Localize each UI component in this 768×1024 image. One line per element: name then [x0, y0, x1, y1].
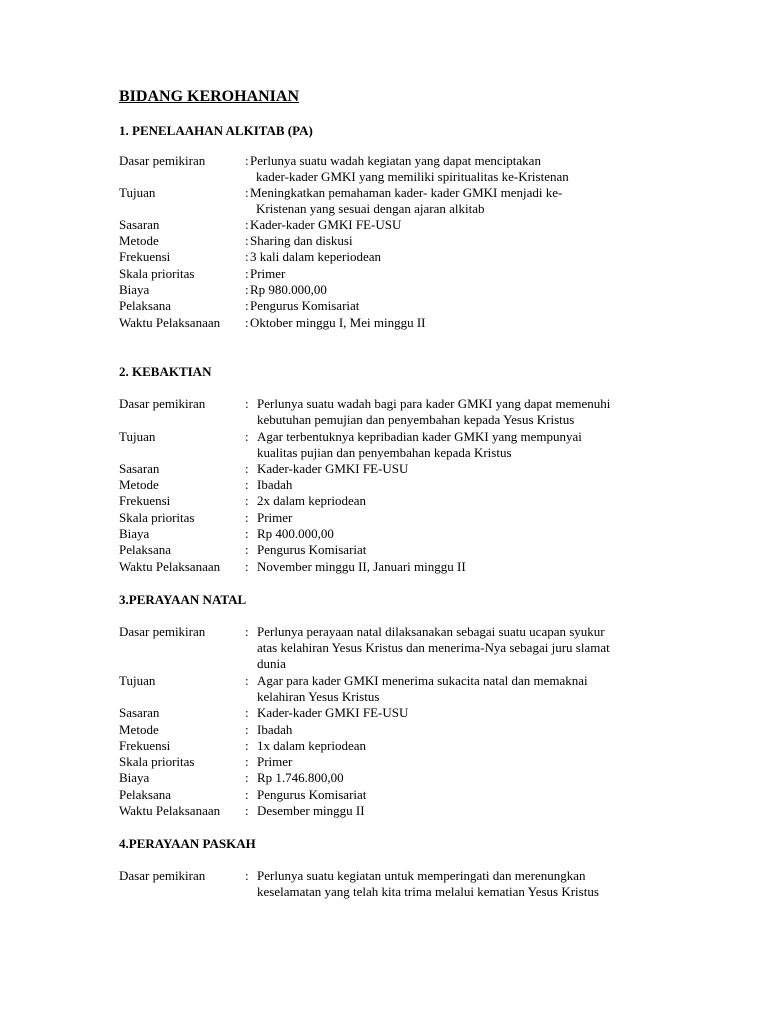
field-value-line: Desember minggu II	[257, 803, 365, 818]
field-value-line: Perlunya perayaan natal dilaksanakan sebagai suatu ucapan syukur	[257, 624, 605, 639]
field-label: Sasaran	[119, 217, 160, 232]
field-label: Frekuensi	[119, 738, 171, 753]
field-separator: :	[245, 624, 249, 639]
field-value	[257, 722, 292, 738]
field-label: Waktu Pelaksanaan	[119, 559, 221, 574]
field-value-line: 2x dalam kepriodean	[257, 493, 367, 508]
field-label: Skala prioritas	[119, 510, 195, 525]
field-value-line: Perlunya suatu wadah bagi para kader GMKI yang dapat memenuhi	[257, 396, 611, 411]
field-label: Waktu Pelaksanaan	[119, 315, 221, 330]
field-value-line: kelahiran Yesus Kristus	[257, 689, 380, 704]
field-separator: :	[245, 493, 249, 508]
field-separator: :	[245, 477, 249, 492]
field-value-line: Pengurus Komisariat	[257, 787, 367, 802]
field-value	[250, 298, 359, 314]
field-label: Sasaran	[119, 705, 160, 720]
field-value	[257, 477, 292, 493]
field-separator: :	[245, 233, 249, 248]
field-label: Dasar pemikiran	[119, 868, 206, 883]
field-value	[257, 429, 582, 461]
field-separator: :	[245, 673, 249, 688]
field-value	[250, 153, 569, 185]
field-label: Tujuan	[119, 429, 156, 444]
field-separator: :	[245, 526, 249, 541]
field-separator: :	[245, 315, 249, 330]
field-label: Biaya	[119, 282, 150, 297]
field-value	[257, 542, 366, 558]
field-label: Metode	[119, 233, 159, 248]
section-heading: 3.PERAYAAN NATAL	[119, 592, 247, 607]
field-separator: :	[245, 722, 249, 737]
field-value-line: 3 kali dalam keperiodean	[250, 249, 382, 264]
document-title: BIDANG KEROHANIAN	[119, 88, 300, 105]
field-separator: :	[245, 868, 249, 883]
field-value-line: Ibadah	[257, 477, 293, 492]
field-value-line: kebutuhan pemujian dan penyembahan kepada Yesus Kristus	[257, 412, 575, 427]
field-separator: :	[245, 217, 249, 232]
field-value	[257, 559, 466, 575]
field-label: Metode	[119, 722, 159, 737]
field-label: Waktu Pelaksanaan	[119, 803, 221, 818]
field-value-line: Kader-kader GMKI FE-USU	[257, 705, 409, 720]
field-value-line: Primer	[257, 754, 293, 769]
field-value	[257, 526, 334, 542]
field-value-line: dunia	[257, 656, 286, 671]
field-value	[257, 510, 292, 526]
field-value-line: Ibadah	[257, 722, 293, 737]
field-label: Pelaksana	[119, 787, 171, 802]
field-value	[257, 461, 408, 477]
field-value	[250, 315, 425, 331]
field-label: Tujuan	[119, 185, 156, 200]
field-separator: :	[245, 461, 249, 476]
field-label: Skala prioritas	[119, 754, 195, 769]
field-value	[250, 282, 327, 298]
field-label: Pelaksana	[119, 298, 171, 313]
field-value-line: 1x dalam kepriodean	[257, 738, 367, 753]
field-value	[257, 754, 292, 770]
field-value-line: Pengurus Komisariat	[257, 542, 367, 557]
field-value	[250, 185, 562, 217]
field-value-line: Kristenan yang sesuai dengan ajaran alkitab	[256, 201, 485, 216]
field-label: Metode	[119, 477, 159, 492]
field-value	[257, 705, 408, 721]
field-label: Pelaksana	[119, 542, 171, 557]
field-value-line: Perlunya suatu kegiatan untuk memperingati dan merenungkan	[257, 868, 586, 883]
field-separator: :	[245, 705, 249, 720]
field-separator: :	[245, 787, 249, 802]
field-separator: :	[245, 249, 249, 264]
field-label: Sasaran	[119, 461, 160, 476]
field-value-line: Oktober minggu I, Mei minggu II	[250, 315, 426, 330]
field-value-line: atas kelahiran Yesus Kristus dan menerima-Nya sebagai juru slamat	[257, 640, 610, 655]
field-value-line: Kader-kader GMKI FE-USU	[250, 217, 402, 232]
field-value-line: Rp 400.000,00	[257, 526, 334, 541]
field-separator: :	[245, 510, 249, 525]
field-value-line: Rp 980.000,00	[250, 282, 327, 297]
field-separator: :	[245, 754, 249, 769]
field-value	[250, 233, 353, 249]
field-label: Skala prioritas	[119, 266, 195, 281]
field-value-line: Agar para kader GMKI menerima sukacita natal dan memaknai	[257, 673, 588, 688]
field-value	[257, 868, 599, 900]
field-value	[257, 787, 366, 803]
field-value-line: Rp 1.746.800,00	[257, 770, 344, 785]
field-value	[257, 396, 610, 428]
field-value-line: Perlunya suatu wadah kegiatan yang dapat menciptakan	[250, 153, 541, 168]
field-value	[250, 266, 285, 282]
field-value-line: Agar terbentuknya kepribadian kader GMKI yang mempunyai	[257, 429, 582, 444]
field-value-line: Kader-kader GMKI FE-USU	[257, 461, 409, 476]
field-value-line: kader-kader GMKI yang memiliki spiritualitas ke-Kristenan	[256, 169, 569, 184]
field-separator: :	[245, 185, 249, 200]
field-value-line: kualitas pujian dan penyembahan kepada Kristus	[257, 445, 512, 460]
field-separator: :	[245, 738, 249, 753]
field-value	[257, 803, 365, 819]
field-label: Biaya	[119, 526, 150, 541]
field-value	[257, 738, 366, 754]
field-separator: :	[245, 559, 249, 574]
field-label: Biaya	[119, 770, 150, 785]
field-separator: :	[245, 282, 249, 297]
field-separator: :	[245, 153, 249, 168]
field-value-line: Primer	[257, 510, 293, 525]
field-value	[257, 624, 610, 672]
field-label: Frekuensi	[119, 493, 171, 508]
field-value	[250, 249, 381, 265]
field-separator: :	[245, 429, 249, 444]
field-value-line: keselamatan yang telah kita trima melalui kematian Yesus Kristus	[257, 884, 599, 899]
field-label: Frekuensi	[119, 249, 171, 264]
field-label: Dasar pemikiran	[119, 624, 206, 639]
field-value-line: Meningkatkan pemahaman kader- kader GMKI menjadi ke-	[250, 185, 563, 200]
field-value	[257, 673, 588, 705]
section-heading: 2. KEBAKTIAN	[119, 364, 212, 379]
field-value-line: Primer	[250, 266, 286, 281]
field-value	[250, 217, 401, 233]
field-value-line: Pengurus Komisariat	[250, 298, 360, 313]
field-value-line: November minggu II, Januari minggu II	[257, 559, 466, 574]
section-heading: 4.PERAYAAN PASKAH	[119, 836, 256, 851]
field-separator: :	[245, 298, 249, 313]
field-separator: :	[245, 396, 249, 411]
field-separator: :	[245, 803, 249, 818]
field-value	[257, 770, 344, 786]
field-label: Tujuan	[119, 673, 156, 688]
field-value	[257, 493, 366, 509]
field-separator: :	[245, 266, 249, 281]
section-heading: 1. PENELAAHAN ALKITAB (PA)	[119, 123, 313, 138]
field-separator: :	[245, 770, 249, 785]
field-separator: :	[245, 542, 249, 557]
field-label: Dasar pemikiran	[119, 396, 206, 411]
field-value-line: Sharing dan diskusi	[250, 233, 353, 248]
field-label: Dasar pemikiran	[119, 153, 206, 168]
